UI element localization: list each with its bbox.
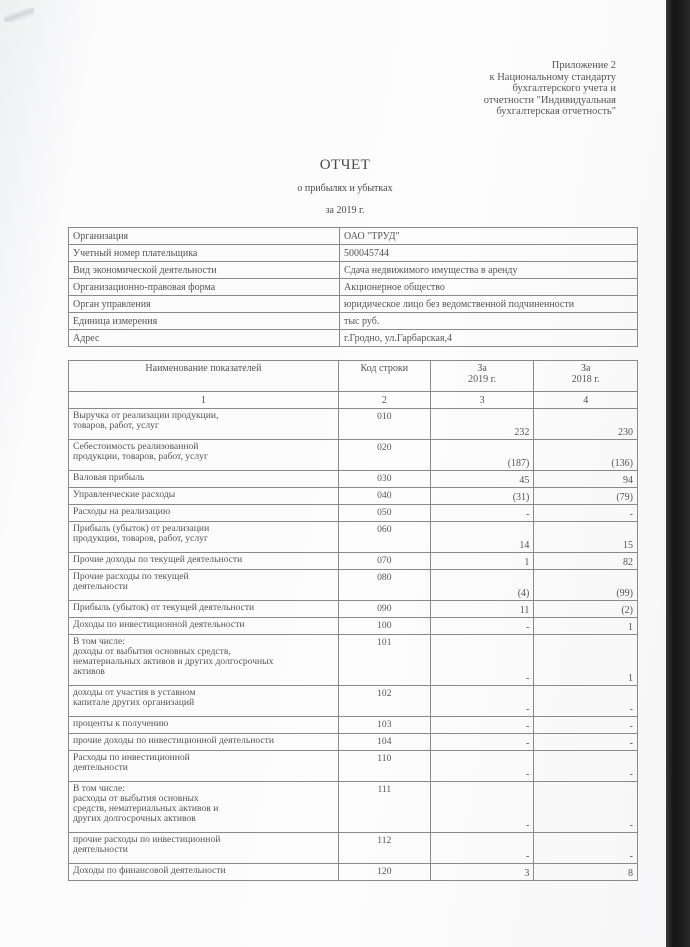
column-number: 3 [430,392,534,409]
header-previous-year-l2: 2018 г. [571,374,600,385]
value-2018: - [534,505,638,522]
indicator-name-line: деятельности [73,581,128,592]
header-line-code: Код строки [338,361,430,392]
value-2018: - [534,751,638,782]
header-current-year-l2: 2019 г. [468,374,497,385]
header-previous-year [534,361,638,392]
info-value: ОАО "ТРУД" [340,228,638,245]
line-code: 104 [338,734,430,751]
line-code: 030 [338,471,430,488]
info-value: 500045744 [340,245,638,262]
info-row [69,245,638,262]
indicator-name [69,505,339,522]
table-row [69,409,638,440]
table-row [69,833,638,864]
table-row [69,553,638,570]
info-row [69,262,638,279]
indicator-name-line: Доходы по финансовой деятельности [73,865,226,876]
appendix-line: бухгалтерского учета и [512,83,616,94]
info-value: г.Гродно, ул.Гарбарская,4 [340,330,638,347]
indicator-name-line: продукции, товаров, работ, услуг [73,533,208,544]
column-number: 1 [69,392,339,409]
indicator-name [69,601,339,618]
table-row [69,635,638,686]
line-code: 103 [338,717,430,734]
header-current-year-l1: За [477,363,487,374]
line-code: 101 [338,635,430,686]
indicator-name-line: расходы от выбытия основных [73,793,199,804]
indicator-name-line: Расходы на реализацию [73,506,171,517]
report-title: ОТЧЕТ [319,157,371,173]
indicator-name [69,833,339,864]
info-label: Организационно-правовая форма [69,279,340,296]
value-2018: (99) [534,570,638,601]
indicator-name-line: доходы от выбытия основных средств, [73,646,231,657]
info-row [69,330,638,347]
line-code: 050 [338,505,430,522]
info-label: Адрес [69,330,340,347]
value-2019: (4) [430,570,534,601]
indicator-name [69,751,339,782]
value-2019: - [430,717,534,734]
info-label: Единица измерения [69,313,340,330]
indicator-name [69,488,339,505]
scan-artifact [4,8,34,22]
indicator-name [69,734,339,751]
indicator-name [69,782,339,833]
table-row [69,440,638,471]
value-2019: (31) [430,488,534,505]
info-label: Вид экономической деятельности [69,262,340,279]
indicator-name-line: прочие доходы по инвестиционной деятельности [73,735,274,746]
indicator-name-line: Прибыль (убыток) от текущей деятельности [73,602,255,613]
value-2018: 82 [534,553,638,570]
table-row [69,471,638,488]
value-2019: (187) [430,440,534,471]
indicator-name-line: Выручка от реализации продукции, [73,410,219,421]
indicator-name [69,522,339,553]
info-label: Организация [69,228,340,245]
line-code: 020 [338,440,430,471]
table-row [69,522,638,553]
table-row [69,618,638,635]
indicator-name [69,635,339,686]
header-current-year [430,361,534,392]
indicator-name [69,618,339,635]
table-row [69,505,638,522]
info-label: Орган управления [69,296,340,313]
info-value: Сдача недвижимого имущества в аренду [340,262,638,279]
profit-loss-table [68,360,638,881]
value-2019: 14 [430,522,534,553]
value-2018: 15 [534,522,638,553]
appendix-line: Приложение 2 [551,60,616,71]
value-2018: - [534,717,638,734]
indicator-name-line: деятельности [73,844,128,855]
value-2018: - [534,782,638,833]
indicator-name-line: Себестоимость реализованной [73,441,199,452]
table-row [69,570,638,601]
line-code: 010 [338,409,430,440]
info-row [69,313,638,330]
value-2018: - [534,686,638,717]
value-2018: 8 [534,864,638,881]
table-header-row [69,361,638,392]
indicator-name-line: Прочие расходы по текущей [73,571,189,582]
line-code: 102 [338,686,430,717]
value-2018: (79) [534,488,638,505]
indicator-name-line: Прочие доходы по текущей деятельности [73,554,243,565]
value-2019: - [430,833,534,864]
indicator-name-line: Расходы по инвестиционной [73,752,190,763]
column-numbers-row [69,392,638,409]
appendix-note [356,60,616,118]
indicator-name-line: капитале других организаций [73,697,195,708]
info-row [69,228,638,245]
indicator-name-line: средств, нематериальных активов и [73,803,219,814]
indicator-name-line: Прибыль (убыток) от реализации [73,523,210,534]
table-row [69,686,638,717]
indicator-name-line: прочие расходы по инвестиционной [73,834,221,845]
indicator-name [69,409,339,440]
report-subtitle: о прибылях и убытках [297,183,393,194]
indicator-name-line: Валовая прибыль [73,472,145,483]
value-2019: - [430,734,534,751]
indicator-name-line: доходы от участия в уставном [73,687,196,698]
value-2019: 232 [430,409,534,440]
table-row [69,782,638,833]
info-value: Акционерное общество [340,279,638,296]
line-code: 100 [338,618,430,635]
value-2019: - [430,782,534,833]
scan-dark-edge [666,0,690,947]
indicator-name [69,686,339,717]
info-value: тыс руб. [340,313,638,330]
table-row [69,734,638,751]
info-label: Учетный номер плательщика [69,245,340,262]
column-number: 4 [534,392,638,409]
value-2019: - [430,618,534,635]
line-code: 110 [338,751,430,782]
line-code: 111 [338,782,430,833]
indicator-name [69,553,339,570]
line-code: 090 [338,601,430,618]
report-period: за 2019 г. [325,205,365,216]
table-row [69,717,638,734]
indicator-name-line: Доходы по инвестиционной деятельности [73,619,245,630]
line-code: 040 [338,488,430,505]
table-row [69,601,638,618]
value-2019: - [430,635,534,686]
indicator-name-line: деятельности [73,762,128,773]
indicator-name-line: Управленческие расходы [73,489,176,500]
value-2019: - [430,751,534,782]
indicator-name-line: активов [73,666,105,677]
table-row [69,751,638,782]
value-2018: (136) [534,440,638,471]
value-2018: 1 [534,618,638,635]
line-code: 112 [338,833,430,864]
value-2018: - [534,833,638,864]
appendix-line: к Национальному стандарту [489,71,616,83]
indicator-name [69,440,339,471]
info-row [69,296,638,313]
value-2019: 11 [430,601,534,618]
value-2018: 230 [534,409,638,440]
indicator-name-line: В том числе: [73,783,125,794]
indicator-name [69,570,339,601]
header-previous-year-l1: За [580,363,591,374]
indicator-name-line: В том числе: [73,636,125,647]
indicator-name-line: товаров, работ, услуг [73,420,159,431]
value-2019: 45 [430,471,534,488]
line-code: 070 [338,553,430,570]
table-row [69,488,638,505]
indicator-name [69,864,339,881]
header-indicator-name: Наименование показателей [69,361,339,392]
line-code: 120 [338,864,430,881]
indicator-name [69,471,339,488]
column-number: 2 [338,392,430,409]
appendix-line: бухгалтерская отчетность" [496,106,616,117]
indicator-name-line: проценты к получению [73,718,169,729]
value-2018: 1 [534,635,638,686]
info-value: юридическое лицо без ведомственной подчиненности [340,296,638,313]
value-2018: - [534,734,638,751]
value-2019: 3 [430,864,534,881]
value-2019: 1 [430,553,534,570]
line-code: 080 [338,570,430,601]
table-row [69,864,638,881]
info-row [69,279,638,296]
appendix-line: отчетности "Индивидуальная [483,94,616,106]
value-2018: 94 [534,471,638,488]
line-code: 060 [338,522,430,553]
value-2018: (2) [534,601,638,618]
indicator-name-line: продукции, товаров, работ, услуг [73,451,208,462]
indicator-name [69,717,339,734]
value-2019: - [430,686,534,717]
organization-info-table [68,227,638,347]
value-2019: - [430,505,534,522]
indicator-name-line: нематериальных активов и других долгосрочных [73,656,274,667]
indicator-name-line: других долгосрочных активов [73,813,196,824]
